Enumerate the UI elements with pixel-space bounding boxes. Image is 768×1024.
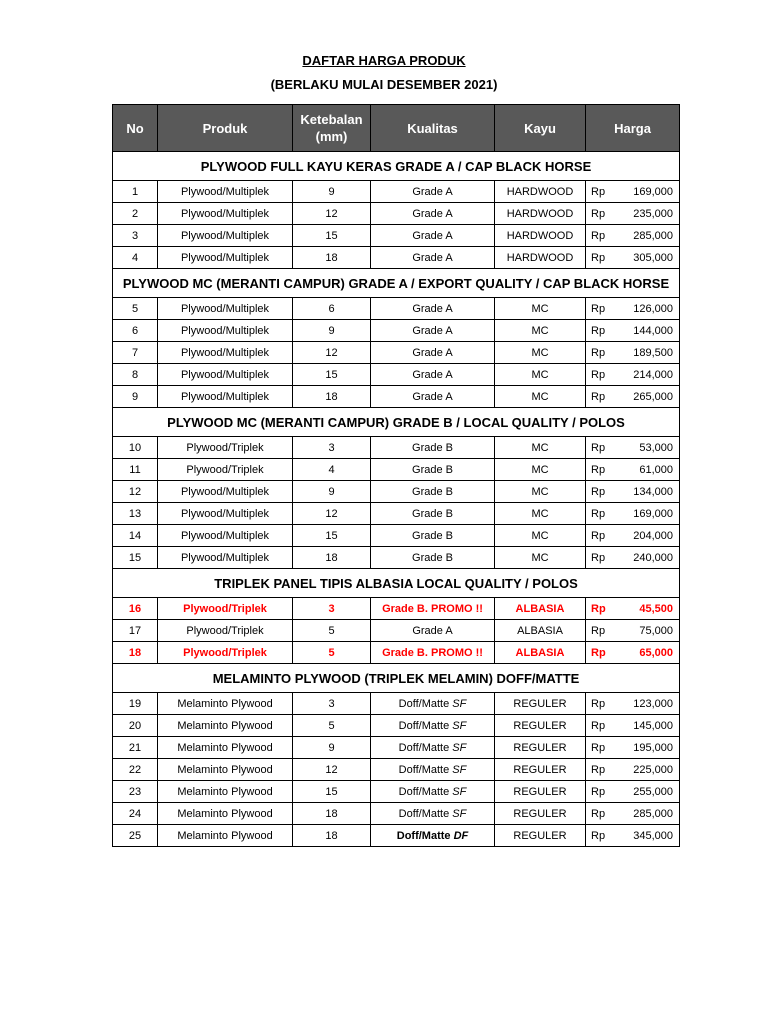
table-row	[113, 203, 680, 225]
table-row	[113, 247, 680, 269]
cell-currency: Rp	[586, 642, 623, 664]
cell-ketebalan: 12	[293, 759, 371, 781]
cell-no: 2	[113, 203, 158, 225]
cell-currency: Rp	[586, 693, 623, 715]
cell-harga: 169,000	[623, 503, 680, 525]
cell-kayu: MC	[495, 298, 586, 320]
cell-harga: 345,000	[623, 825, 680, 847]
cell-currency: Rp	[586, 342, 623, 364]
cell-no: 16	[113, 598, 158, 620]
cell-currency: Rp	[586, 437, 623, 459]
table-row	[113, 320, 680, 342]
cell-no: 10	[113, 437, 158, 459]
cell-no: 4	[113, 247, 158, 269]
cell-no: 24	[113, 803, 158, 825]
section-title: PLYWOOD MC (MERANTI CAMPUR) GRADE A / EXPORT QUALITY / CAP BLACK HORSE	[113, 269, 680, 298]
cell-harga: 225,000	[623, 759, 680, 781]
section-row	[113, 569, 680, 598]
cell-kayu: MC	[495, 386, 586, 408]
cell-harga: 285,000	[623, 803, 680, 825]
cell-produk: Plywood/Multiplek	[158, 386, 293, 408]
header-produk: Produk	[158, 105, 293, 152]
cell-produk: Melaminto Plywood	[158, 781, 293, 803]
cell-currency: Rp	[586, 737, 623, 759]
cell-kayu: HARDWOOD	[495, 203, 586, 225]
section-title: TRIPLEK PANEL TIPIS ALBASIA LOCAL QUALITY / POLOS	[113, 569, 680, 598]
cell-no: 23	[113, 781, 158, 803]
cell-harga: 240,000	[623, 547, 680, 569]
cell-ketebalan: 15	[293, 364, 371, 386]
cell-kayu: MC	[495, 437, 586, 459]
cell-kayu: MC	[495, 342, 586, 364]
cell-ketebalan: 9	[293, 181, 371, 203]
section-title: PLYWOOD FULL KAYU KERAS GRADE A / CAP BLACK HORSE	[113, 152, 680, 181]
cell-kayu: REGULER	[495, 759, 586, 781]
cell-produk: Plywood/Multiplek	[158, 225, 293, 247]
cell-kualitas: Doff/Matte SF	[371, 693, 495, 715]
cell-kayu: REGULER	[495, 715, 586, 737]
cell-kualitas: Grade A	[371, 386, 495, 408]
cell-kualitas: Doff/Matte SF	[371, 715, 495, 737]
cell-kualitas: Grade A	[371, 181, 495, 203]
cell-harga: 189,500	[623, 342, 680, 364]
cell-kayu: REGULER	[495, 693, 586, 715]
cell-harga: 65,000	[623, 642, 680, 664]
cell-produk: Melaminto Plywood	[158, 759, 293, 781]
cell-kayu: REGULER	[495, 803, 586, 825]
cell-produk: Melaminto Plywood	[158, 803, 293, 825]
cell-ketebalan: 9	[293, 481, 371, 503]
cell-ketebalan: 3	[293, 598, 371, 620]
cell-harga: 61,000	[623, 459, 680, 481]
cell-produk: Plywood/Multiplek	[158, 503, 293, 525]
cell-produk: Plywood/Multiplek	[158, 203, 293, 225]
table-row	[113, 386, 680, 408]
cell-produk: Plywood/Multiplek	[158, 298, 293, 320]
cell-harga: 53,000	[623, 437, 680, 459]
cell-ketebalan: 5	[293, 642, 371, 664]
cell-kayu: ALBASIA	[495, 642, 586, 664]
cell-currency: Rp	[586, 503, 623, 525]
cell-ketebalan: 4	[293, 459, 371, 481]
cell-harga: 204,000	[623, 525, 680, 547]
table-row	[113, 737, 680, 759]
cell-no: 21	[113, 737, 158, 759]
cell-no: 12	[113, 481, 158, 503]
cell-kayu: REGULER	[495, 781, 586, 803]
cell-produk: Plywood/Multiplek	[158, 364, 293, 386]
cell-kayu: MC	[495, 481, 586, 503]
cell-kayu: REGULER	[495, 737, 586, 759]
cell-harga: 144,000	[623, 320, 680, 342]
cell-produk: Plywood/Multiplek	[158, 547, 293, 569]
cell-kayu: ALBASIA	[495, 620, 586, 642]
cell-harga: 285,000	[623, 225, 680, 247]
cell-harga: 235,000	[623, 203, 680, 225]
cell-produk: Plywood/Triplek	[158, 459, 293, 481]
cell-kualitas: Grade B	[371, 503, 495, 525]
table-row	[113, 620, 680, 642]
cell-ketebalan: 5	[293, 620, 371, 642]
cell-currency: Rp	[586, 181, 623, 203]
cell-no: 3	[113, 225, 158, 247]
cell-kayu: MC	[495, 547, 586, 569]
cell-kualitas: Doff/Matte SF	[371, 759, 495, 781]
cell-kualitas: Grade B	[371, 459, 495, 481]
cell-ketebalan: 15	[293, 781, 371, 803]
cell-kualitas: Grade B. PROMO !!	[371, 642, 495, 664]
cell-kualitas: Doff/Matte SF	[371, 803, 495, 825]
cell-currency: Rp	[586, 715, 623, 737]
table-row	[113, 825, 680, 847]
cell-currency: Rp	[586, 781, 623, 803]
table-row	[113, 598, 680, 620]
cell-currency: Rp	[586, 247, 623, 269]
cell-ketebalan: 9	[293, 320, 371, 342]
cell-kayu: HARDWOOD	[495, 225, 586, 247]
cell-currency: Rp	[586, 203, 623, 225]
header-row	[113, 105, 680, 152]
table-row	[113, 364, 680, 386]
cell-kayu: MC	[495, 459, 586, 481]
cell-kayu: MC	[495, 525, 586, 547]
cell-ketebalan: 12	[293, 503, 371, 525]
header-kualitas: Kualitas	[371, 105, 495, 152]
cell-kualitas: Grade A	[371, 203, 495, 225]
cell-produk: Melaminto Plywood	[158, 737, 293, 759]
cell-kualitas: Grade B. PROMO !!	[371, 598, 495, 620]
cell-produk: Plywood/Triplek	[158, 598, 293, 620]
cell-currency: Rp	[586, 803, 623, 825]
cell-kualitas: Doff/Matte SF	[371, 737, 495, 759]
cell-no: 15	[113, 547, 158, 569]
cell-no: 20	[113, 715, 158, 737]
cell-currency: Rp	[586, 481, 623, 503]
section-row	[113, 152, 680, 181]
cell-produk: Melaminto Plywood	[158, 825, 293, 847]
cell-kualitas: Grade A	[371, 247, 495, 269]
document-subtitle: (BERLAKU MULAI DESEMBER 2021)	[270, 77, 498, 92]
cell-kayu: MC	[495, 320, 586, 342]
cell-kayu: HARDWOOD	[495, 247, 586, 269]
cell-kualitas: Grade A	[371, 225, 495, 247]
cell-produk: Plywood/Multiplek	[158, 247, 293, 269]
cell-kayu: ALBASIA	[495, 598, 586, 620]
table-row	[113, 437, 680, 459]
section-title: PLYWOOD MC (MERANTI CAMPUR) GRADE B / LOCAL QUALITY / POLOS	[113, 408, 680, 437]
cell-kualitas: Grade B	[371, 547, 495, 569]
cell-no: 11	[113, 459, 158, 481]
cell-kualitas: Grade A	[371, 298, 495, 320]
cell-kualitas: Grade A	[371, 342, 495, 364]
cell-no: 7	[113, 342, 158, 364]
table-row	[113, 547, 680, 569]
header-no: No	[113, 105, 158, 152]
cell-kayu: MC	[495, 364, 586, 386]
cell-ketebalan: 9	[293, 737, 371, 759]
cell-harga: 169,000	[623, 181, 680, 203]
cell-currency: Rp	[586, 547, 623, 569]
cell-harga: 195,000	[623, 737, 680, 759]
cell-ketebalan: 3	[293, 437, 371, 459]
cell-ketebalan: 18	[293, 247, 371, 269]
cell-produk: Plywood/Multiplek	[158, 342, 293, 364]
cell-kualitas: Doff/Matte SF	[371, 781, 495, 803]
cell-kualitas: Grade A	[371, 364, 495, 386]
cell-no: 22	[113, 759, 158, 781]
cell-ketebalan: 18	[293, 803, 371, 825]
table-row	[113, 803, 680, 825]
cell-harga: 123,000	[623, 693, 680, 715]
cell-harga: 75,000	[623, 620, 680, 642]
cell-no: 14	[113, 525, 158, 547]
cell-no: 8	[113, 364, 158, 386]
cell-no: 9	[113, 386, 158, 408]
cell-currency: Rp	[586, 598, 623, 620]
table-row	[113, 459, 680, 481]
table-row	[113, 715, 680, 737]
cell-kayu: MC	[495, 503, 586, 525]
cell-harga: 214,000	[623, 364, 680, 386]
header-kayu: Kayu	[495, 105, 586, 152]
cell-no: 1	[113, 181, 158, 203]
cell-ketebalan: 12	[293, 342, 371, 364]
cell-ketebalan: 18	[293, 386, 371, 408]
cell-kualitas: Grade B	[371, 525, 495, 547]
table-row	[113, 342, 680, 364]
cell-produk: Plywood/Triplek	[158, 437, 293, 459]
table-row	[113, 693, 680, 715]
section-title: MELAMINTO PLYWOOD (TRIPLEK MELAMIN) DOFF/MATTE	[113, 664, 680, 693]
header-harga: Harga	[586, 105, 680, 152]
cell-kualitas: Grade A	[371, 620, 495, 642]
cell-currency: Rp	[586, 298, 623, 320]
cell-kualitas: Grade B	[371, 481, 495, 503]
cell-ketebalan: 18	[293, 825, 371, 847]
document-title: DAFTAR HARGA PRODUK	[302, 53, 466, 68]
cell-kualitas: Doff/Matte DF	[371, 825, 495, 847]
cell-no: 13	[113, 503, 158, 525]
section-row	[113, 269, 680, 298]
cell-ketebalan: 15	[293, 525, 371, 547]
header-ketebalan: Ketebalan (mm)	[293, 105, 371, 152]
cell-harga: 255,000	[623, 781, 680, 803]
cell-currency: Rp	[586, 825, 623, 847]
cell-currency: Rp	[586, 320, 623, 342]
cell-produk: Melaminto Plywood	[158, 715, 293, 737]
cell-currency: Rp	[586, 386, 623, 408]
cell-kayu: HARDWOOD	[495, 181, 586, 203]
section-row	[113, 664, 680, 693]
table-row	[113, 642, 680, 664]
table-row	[113, 759, 680, 781]
cell-no: 19	[113, 693, 158, 715]
section-row	[113, 408, 680, 437]
cell-produk: Melaminto Plywood	[158, 693, 293, 715]
cell-produk: Plywood/Multiplek	[158, 320, 293, 342]
cell-currency: Rp	[586, 525, 623, 547]
cell-produk: Plywood/Multiplek	[158, 525, 293, 547]
cell-ketebalan: 6	[293, 298, 371, 320]
table-row	[113, 503, 680, 525]
cell-ketebalan: 12	[293, 203, 371, 225]
cell-harga: 134,000	[623, 481, 680, 503]
cell-currency: Rp	[586, 459, 623, 481]
cell-no: 17	[113, 620, 158, 642]
cell-harga: 145,000	[623, 715, 680, 737]
table-row	[113, 225, 680, 247]
cell-currency: Rp	[586, 620, 623, 642]
cell-produk: Plywood/Triplek	[158, 620, 293, 642]
cell-currency: Rp	[586, 225, 623, 247]
cell-ketebalan: 5	[293, 715, 371, 737]
cell-currency: Rp	[586, 364, 623, 386]
cell-produk: Plywood/Triplek	[158, 642, 293, 664]
cell-kualitas: Grade B	[371, 437, 495, 459]
cell-no: 6	[113, 320, 158, 342]
cell-no: 5	[113, 298, 158, 320]
cell-produk: Plywood/Multiplek	[158, 181, 293, 203]
cell-produk: Plywood/Multiplek	[158, 481, 293, 503]
table-row	[113, 298, 680, 320]
cell-ketebalan: 18	[293, 547, 371, 569]
cell-harga: 126,000	[623, 298, 680, 320]
cell-harga: 45,500	[623, 598, 680, 620]
cell-kayu: REGULER	[495, 825, 586, 847]
cell-no: 25	[113, 825, 158, 847]
price-table	[112, 104, 680, 847]
table-row	[113, 525, 680, 547]
table-row	[113, 781, 680, 803]
table-row	[113, 181, 680, 203]
cell-ketebalan: 15	[293, 225, 371, 247]
cell-harga: 265,000	[623, 386, 680, 408]
cell-no: 18	[113, 642, 158, 664]
cell-harga: 305,000	[623, 247, 680, 269]
cell-currency: Rp	[586, 759, 623, 781]
cell-kualitas: Grade A	[371, 320, 495, 342]
cell-ketebalan: 3	[293, 693, 371, 715]
table-row	[113, 481, 680, 503]
